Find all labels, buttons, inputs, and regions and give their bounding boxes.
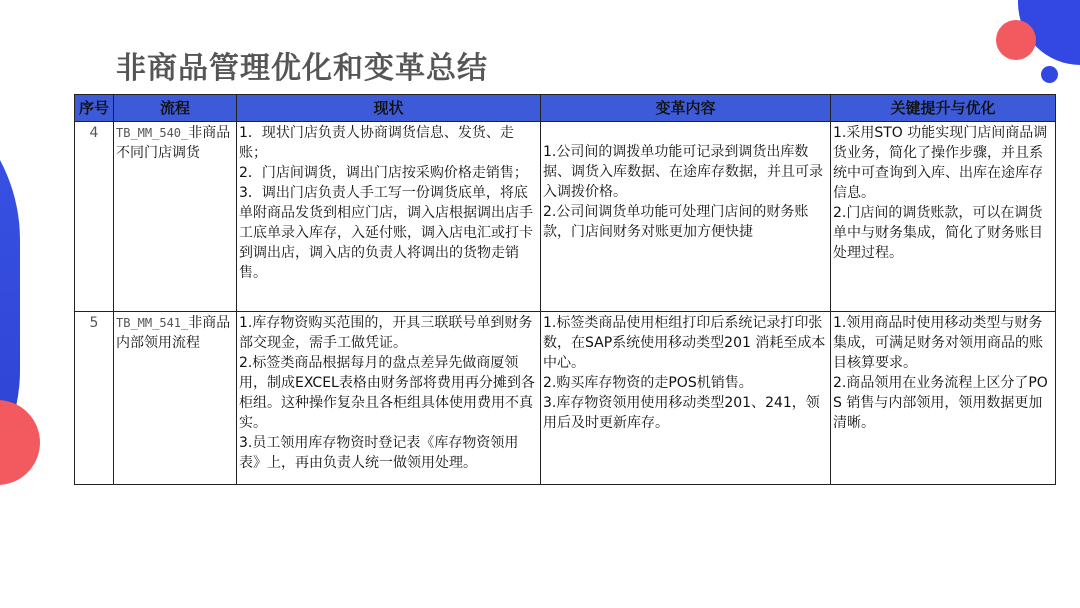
row-current: [237, 312, 541, 485]
header-seq: 序号: [75, 95, 114, 122]
change-item: 2.公司间调货单功能可处理门店间的财务账款，门店间财务对账更加方便快捷: [543, 204, 809, 240]
process-name: 非商品内部领用流程: [116, 315, 231, 351]
table-header-row: [75, 95, 1056, 122]
process-code: TB_MM_540_: [116, 126, 189, 140]
process-name: 非商品不同门店调货: [116, 125, 231, 161]
key-item: 1.领用商品时使用移动类型与财务集成，可满足财务对领用商品的账目核算要求。: [833, 315, 1043, 371]
decorative-red-circle-left: [0, 400, 40, 485]
change-item: 1.公司间的调拨单功能可记录到调货出库数据、调货入库数据、在途库存数据，并且可录入调拨价格。: [543, 144, 823, 200]
row-change: [541, 122, 831, 312]
row-process: [114, 312, 237, 485]
current-item: 1.库存物资购买范围的，开具三联联号单到财务部交现金，需手工做凭证。: [239, 315, 533, 351]
summary-table: [74, 94, 1056, 485]
row-process: [114, 122, 237, 312]
process-code: TB_MM_541_: [116, 316, 189, 330]
current-item: 1．现状门店负责人协商调货信息、发货、走账；: [239, 125, 514, 161]
current-item: 3.员工领用库存物资时登记表《库存物资领用表》上，再由负责人统一做领用处理。: [239, 435, 519, 471]
row-seq: 4: [75, 122, 114, 312]
row-change: [541, 312, 831, 485]
row-key-improvement: [831, 312, 1056, 485]
current-item: 2．门店间调货，调出门店按采购价格走销售；: [239, 165, 528, 181]
key-item: 2.门店间的调货账款，可以在调货单中与财务集成，简化了财务账目处理过程。: [833, 205, 1043, 261]
header-process: 流程: [114, 95, 237, 122]
header-key-improvement: 关键提升与优化: [831, 95, 1056, 122]
decorative-small-blue-dot: [1041, 66, 1058, 83]
current-item: 3．调出门店负责人手工写一份调货底单，将底单附商品发货到相应门店，调入店根据调出店手工底单录入库存，入延付账，调入店电汇或打卡到调出店，调入店的负责人将调出的货物走销售。: [239, 185, 533, 281]
change-item: 1.标签类商品使用柜组打印后系统记录打印张数，在SAP系统使用移动类型201 消耗至成本中心。: [543, 315, 826, 371]
current-item: 2.标签类商品根据每月的盘点差异先做商厦领用，制成EXCEL表格由财务部将费用再分摊到各柜组。这种操作复杂且各柜组具体使用费用不真实。: [239, 355, 535, 431]
header-current: 现状: [237, 95, 541, 122]
change-item: 2.购买库存物资的走POS机销售。: [543, 375, 753, 391]
row-current: [237, 122, 541, 312]
decorative-red-circle-top-right: [996, 20, 1036, 60]
table-row: [75, 312, 1056, 485]
page-title: 非商品管理优化和变革总结: [116, 51, 488, 86]
row-key-improvement: [831, 122, 1056, 312]
header-change: 变革内容: [541, 95, 831, 122]
change-item: 3.库存物资领用使用移动类型201、241，领用后及时更新库存。: [543, 395, 820, 431]
key-item: 1.采用STO 功能实现门店间商品调货业务，简化了操作步骤，并且系统中可查询到入库、出库在途库存信息。: [833, 125, 1048, 201]
row-seq: 5: [75, 312, 114, 485]
key-item: 2.商品领用在业务流程上区分了POS 销售与内部领用，领用数据更加清晰。: [833, 375, 1048, 431]
table-row: [75, 122, 1056, 312]
